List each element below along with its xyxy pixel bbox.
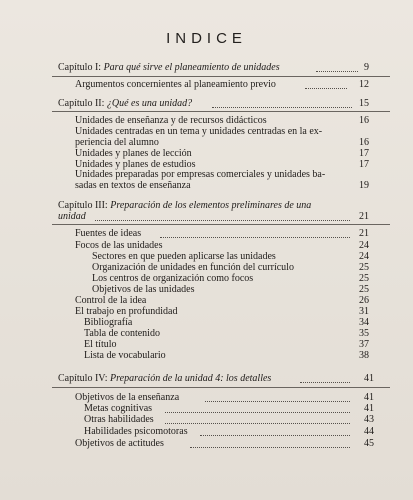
toc-page: 37 (359, 339, 369, 350)
toc-page: 16 (359, 115, 369, 126)
toc-subitem: Habilidades psicomotoras (84, 426, 188, 437)
toc-page: 44 (364, 426, 374, 437)
chapter-4-title: Preparación de la unidad 4: los detalles (110, 373, 272, 384)
toc-page: 26 (359, 295, 369, 306)
toc-page: 41 (364, 392, 374, 403)
chapter-3-heading-cont (58, 212, 86, 222)
toc-item: Unidades preparadas por empresas comerciales y unidades ba- (75, 169, 326, 180)
toc-page: 38 (359, 350, 369, 361)
toc-subitem: Objetivos de las unidades (92, 284, 195, 295)
dot-leader (190, 446, 350, 448)
chapter-1-heading (58, 63, 280, 73)
rule-chapter-3 (52, 224, 390, 225)
toc-item: Focos de las unidades (75, 240, 163, 251)
chapter-2-label: Capítulo II: (58, 98, 105, 109)
chapter-2-heading (58, 99, 192, 109)
rule-chapter-1 (52, 76, 390, 77)
chapter-2-title: ¿Qué es una unidad? (106, 98, 193, 109)
toc-item: Control de la idea (75, 295, 147, 306)
toc-subitem: Sectores en que pueden aplicarse las unidades (92, 251, 276, 262)
toc-item: Unidades de enseñanza y de recursos didácticos (75, 115, 267, 126)
toc-page: 19 (359, 180, 369, 191)
toc-page: 17 (359, 148, 369, 159)
toc-page: 31 (359, 306, 369, 317)
toc-page: 24 (359, 251, 369, 262)
chapter-4-page: 41 (364, 373, 374, 384)
toc-item: El trabajo en profundidad (75, 306, 178, 317)
dot-leader (165, 422, 350, 424)
toc-item: Objetivos de la enseñanza (75, 392, 180, 403)
toc-page: 24 (359, 240, 369, 251)
toc-page: 34 (359, 317, 369, 328)
dot-leader (95, 219, 350, 221)
toc-page: 21 (359, 228, 369, 239)
page-title: INDICE (166, 30, 247, 47)
toc-item: Argumentos concernientes al planeamiento previo (75, 79, 276, 90)
toc-page: 16 (359, 137, 369, 148)
chapter-3-heading (58, 201, 311, 211)
rule-chapter-2 (52, 111, 390, 112)
toc-subitem: Organización de unidades en función del currículo (92, 262, 294, 273)
toc-item: Unidades centradas en un tema y unidades centradas en la ex- (75, 126, 323, 137)
toc-subitem: Bibliografía (84, 317, 133, 328)
chapter-4-label: Capítulo IV: (58, 373, 108, 384)
toc-subitem: Otras habilidades (84, 414, 154, 425)
toc-page: 45 (364, 438, 374, 449)
chapter-4-heading (58, 374, 271, 384)
chapter-3-title: Preparación de los elementos preliminares de una (110, 200, 312, 211)
toc-page: 17 (359, 159, 369, 170)
dot-leader (165, 411, 350, 413)
toc-subitem: Los centros de organización como focos (92, 273, 254, 284)
toc-item: sadas en textos de enseñanza (75, 180, 191, 191)
toc-page: 25 (359, 273, 369, 284)
rule-chapter-4 (52, 387, 390, 388)
toc-subitem: El título (84, 339, 117, 350)
toc-subitem: Metas cognitivas (84, 403, 153, 414)
toc-item: Fuentes de ideas (75, 228, 142, 239)
chapter-1-page: 9 (364, 62, 369, 73)
toc-item: Unidades y planes de lección (75, 148, 192, 159)
toc-page: 41 (364, 403, 374, 414)
chapter-1-title: Para qué sirve el planeamiento de unidades (103, 62, 280, 73)
toc-page: 43 (364, 414, 374, 425)
chapter-1-label: Capítulo I: (58, 62, 102, 73)
toc-page: 35 (359, 328, 369, 339)
dot-leader (200, 434, 350, 436)
toc-page: 12 (359, 79, 369, 90)
toc-subitem: Lista de vocabulario (84, 350, 166, 361)
dot-leader (205, 400, 350, 402)
toc-page: 25 (359, 262, 369, 273)
toc-item: periencia del alumno (75, 137, 159, 148)
toc-item: Objetivos de actitudes (75, 438, 164, 449)
chapter-3-label: Capítulo III: (58, 200, 108, 211)
toc-page: 25 (359, 284, 369, 295)
chapter-2-page: 15 (359, 98, 369, 109)
toc-item: Unidades y planes de estudios (75, 159, 196, 170)
toc-subitem: Tabla de contenido (84, 328, 160, 339)
dot-leader (160, 236, 350, 238)
chapter-3-page: 21 (359, 211, 369, 222)
chapter-3-title-cont: unidad (58, 211, 86, 222)
